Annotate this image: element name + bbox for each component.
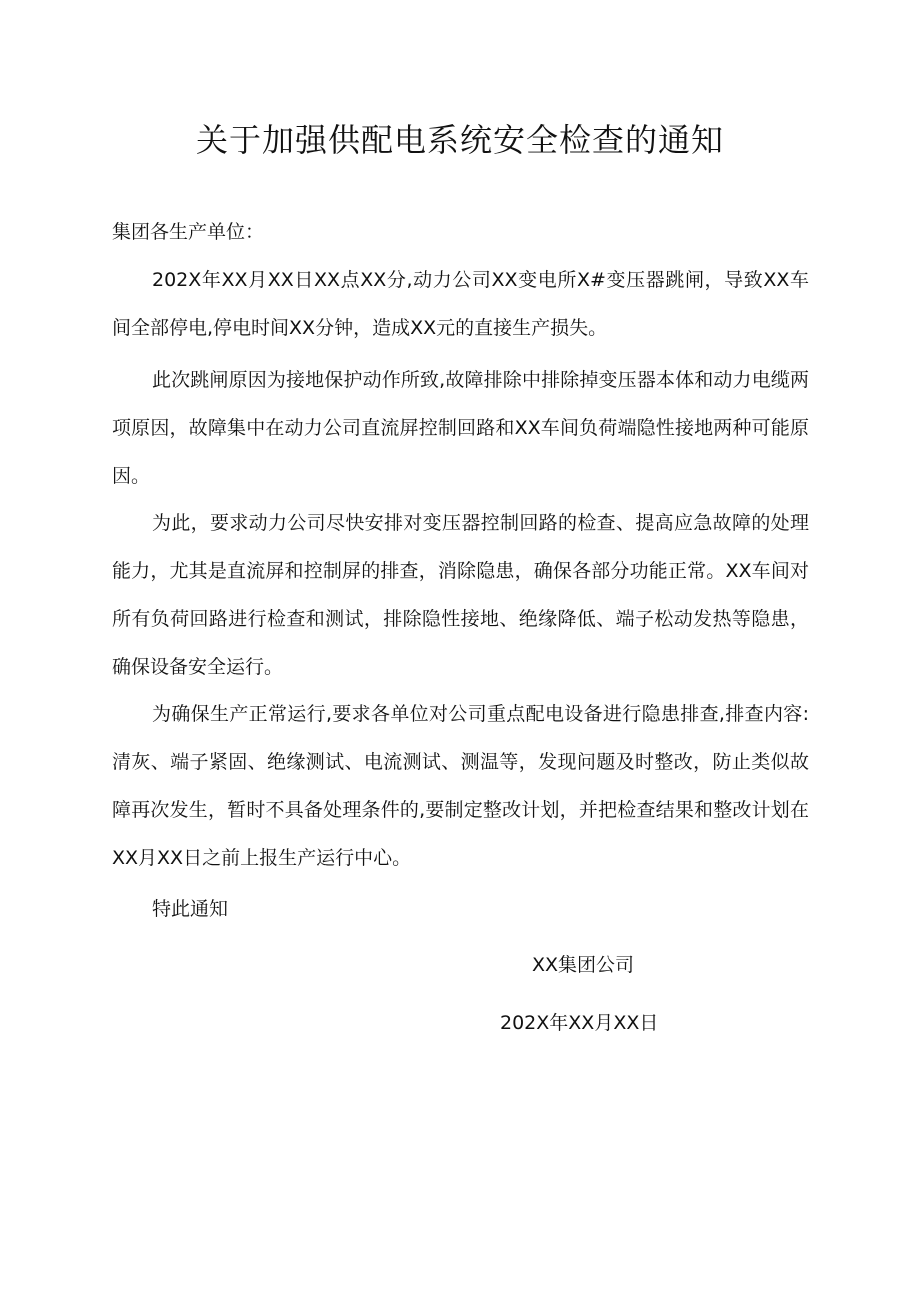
signature-date: 202X年XX月XX日 bbox=[500, 1012, 659, 1034]
signature-organization: XX集团公司 bbox=[532, 954, 635, 976]
document-title: 关于加强供配电系统安全检查的通知 bbox=[195, 121, 724, 159]
body-paragraph-1: 202X年XX月XX日XX点XX分,动力公司XX变电所X#变压器跳闸，导致XX车间全部停电,停电时间XX分钟，造成XX元的直接生产损失。 bbox=[112, 269, 809, 339]
body-paragraph-2: 此次跳闸原因为接地保护动作所致,故障排除中排除掉变压器本体和动力电缆两项原因，故障集中在动力公司直流屏控制回路和XX车间负荷端隐性接地两种可能原因。 bbox=[112, 369, 809, 487]
body-paragraph-4: 为确保生产正常运行,要求各单位对公司重点配电设备进行隐患排查,排查内容:清灰、端子紧固、绝缘测试、电流测试、测温等，发现问题及时整改，防止类似故障再次发生，暂时不具备处理条件的,要制定整改计划，并把检查结果和整改计划在XX月XX日之前上报生产运行中心。 bbox=[112, 703, 809, 869]
body-paragraph-3: 为此，要求动力公司尽快安排对变压器控制回路的检查、提高应急故障的处理能力，尤其是直流屏和控制屏的排查，消除隐患，确保各部分功能正常。XX车间对所有负荷回路进行检查和测试，排除隐性接地、绝缘降低、端子松动发热等隐患，确保设备安全运行。 bbox=[112, 512, 809, 678]
salutation: 集团各生产单位： bbox=[112, 221, 265, 243]
closing-line: 特此通知 bbox=[152, 898, 229, 920]
